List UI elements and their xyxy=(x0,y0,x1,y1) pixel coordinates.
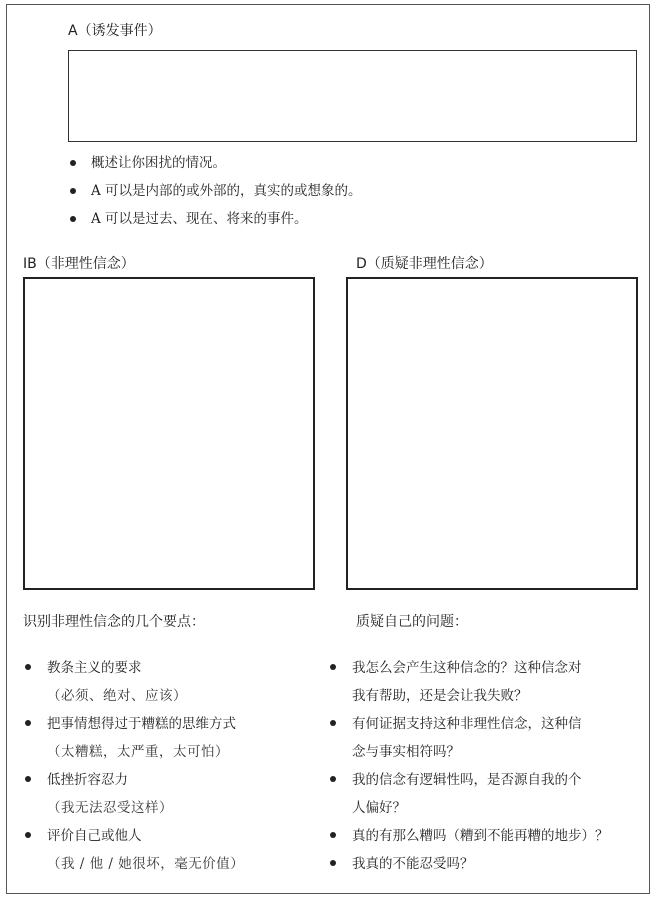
bullet-icon xyxy=(70,216,76,222)
list-item: 有何证据支持这种非理性信念，这种信 念与事实相符吗？ xyxy=(328,710,609,766)
bullet-icon xyxy=(330,720,336,726)
section-d-label: D（质疑非理性信念） xyxy=(356,256,493,272)
bullet-icon xyxy=(70,188,76,194)
list-item: A 可以是内部的或外部的，真实的或想象的。 xyxy=(68,179,362,207)
d-questions-heading: 质疑自己的问题： xyxy=(356,614,468,630)
list-item: 我怎么会产生这种信念的？这种信念对 我有帮助，还是会让我失败？ xyxy=(328,654,609,710)
list-item: 把事情想得过于糟糕的思维方式 （太糟糕，太严重，太可怕） xyxy=(23,710,244,766)
bullet-icon xyxy=(25,664,31,670)
ib-tips-list xyxy=(23,654,244,878)
list-item: 我的信念有逻辑性吗，是否源自我的个 人偏好？ xyxy=(328,766,609,822)
bullet-icon xyxy=(330,860,336,866)
bullet-icon xyxy=(330,776,336,782)
section-a-bullets xyxy=(68,151,362,235)
bullet-icon xyxy=(330,664,336,670)
list-item: 真的有那么糟吗（糟到不能再糟的地步）？ xyxy=(328,822,609,850)
list-item: 概述让你困扰的情况。 xyxy=(68,151,362,179)
activating-event-box[interactable] xyxy=(68,50,637,142)
dispute-belief-box[interactable] xyxy=(346,277,638,590)
section-ib-label: IB（非理性信念） xyxy=(23,256,135,272)
bullet-icon xyxy=(70,160,76,166)
section-a-label: A（诱发事件） xyxy=(68,23,162,39)
list-item: 教条主义的要求 （必须、绝对、应该） xyxy=(23,654,244,710)
ib-tips-heading: 识别非理性信念的几个要点： xyxy=(23,614,205,630)
bullet-icon xyxy=(25,720,31,726)
bullet-icon xyxy=(25,776,31,782)
list-item: 我真的不能忍受吗？ xyxy=(328,850,609,878)
bullet-icon xyxy=(25,832,31,838)
bullet-icon xyxy=(330,832,336,838)
list-item: A 可以是过去、现在、将来的事件。 xyxy=(68,207,362,235)
d-questions-list xyxy=(328,654,609,878)
irrational-belief-box[interactable] xyxy=(23,277,315,590)
list-item: 评价自己或他人 （我 / 他 / 她很坏，毫无价值） xyxy=(23,822,244,878)
list-item: 低挫折容忍力 （我无法忍受这样） xyxy=(23,766,244,822)
